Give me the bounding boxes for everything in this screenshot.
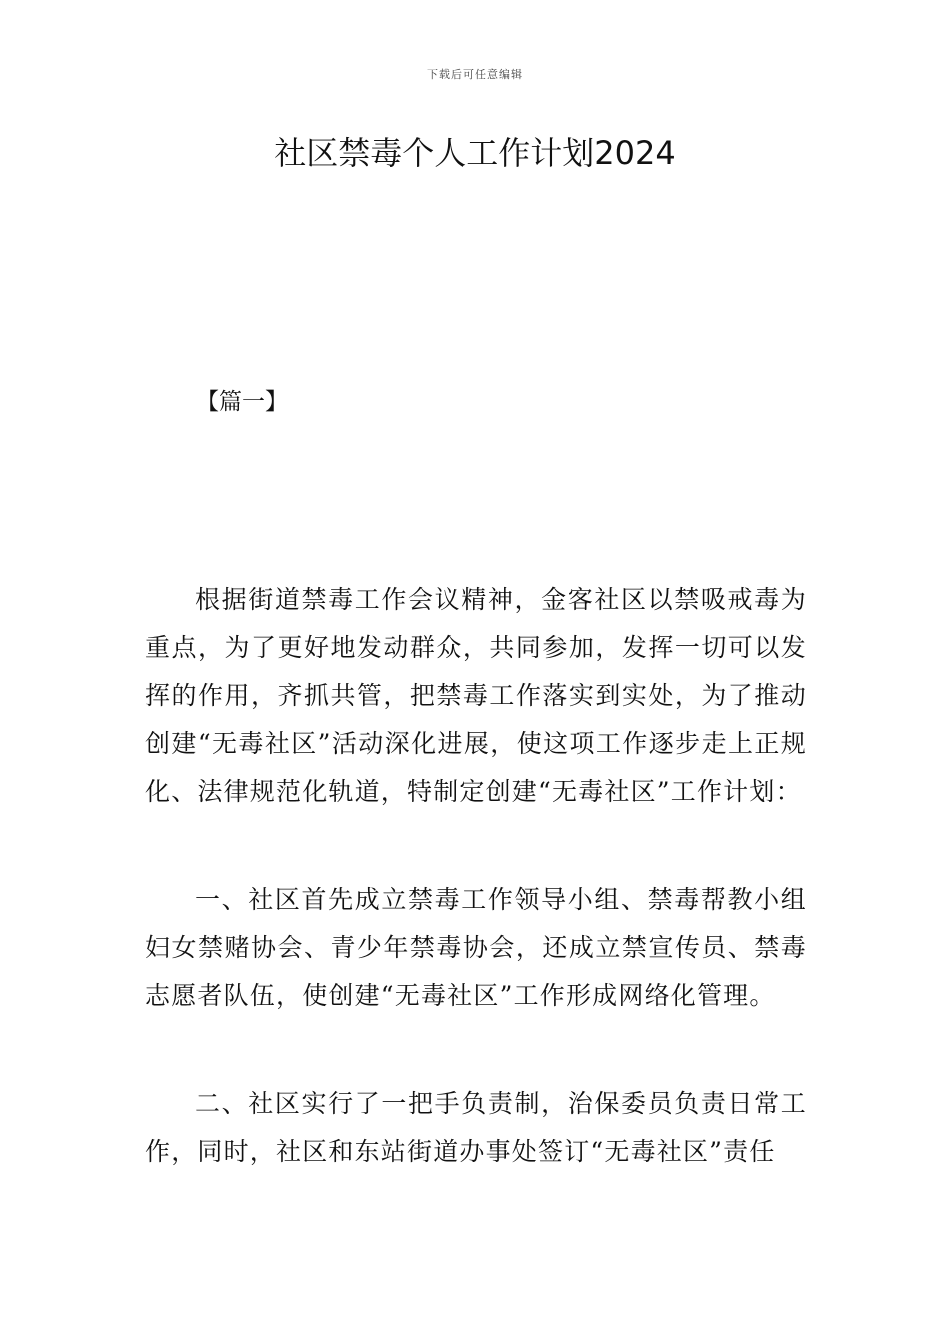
- paragraph-item-one: 一、社区首先成立禁毒工作领导小组、禁毒帮教小组妇女禁赌协会、青少年禁毒协会，还成立禁宣传员、禁毒志愿者队伍，使创建“无毒社区”工作形成网络化管理。: [145, 885, 807, 1010]
- document-body: [145, 576, 807, 1236]
- section-label: 【篇一】: [196, 389, 288, 415]
- paragraph-intro: 根据街道禁毒工作会议精神，金客社区以禁吸戒毒为重点，为了更好地发动群众，共同参加，发挥一切可以发挥的作用，齐抓共管，把禁毒工作落实到实处，为了推动创建“无毒社区”活动深化进展，使这项工作逐步走上正规化、法律规范化轨道，特制定创建“无毒社区”工作计划：: [145, 585, 807, 806]
- header-note: 下载后可任意编辑: [427, 68, 523, 81]
- paragraph-item-two: 二、社区实行了一把手负责制，治保委员负责日常工作，同时，社区和东站街道办事处签订“无毒社区”责任: [145, 1089, 807, 1166]
- document-title: 社区禁毒个人工作计划2024: [274, 134, 676, 172]
